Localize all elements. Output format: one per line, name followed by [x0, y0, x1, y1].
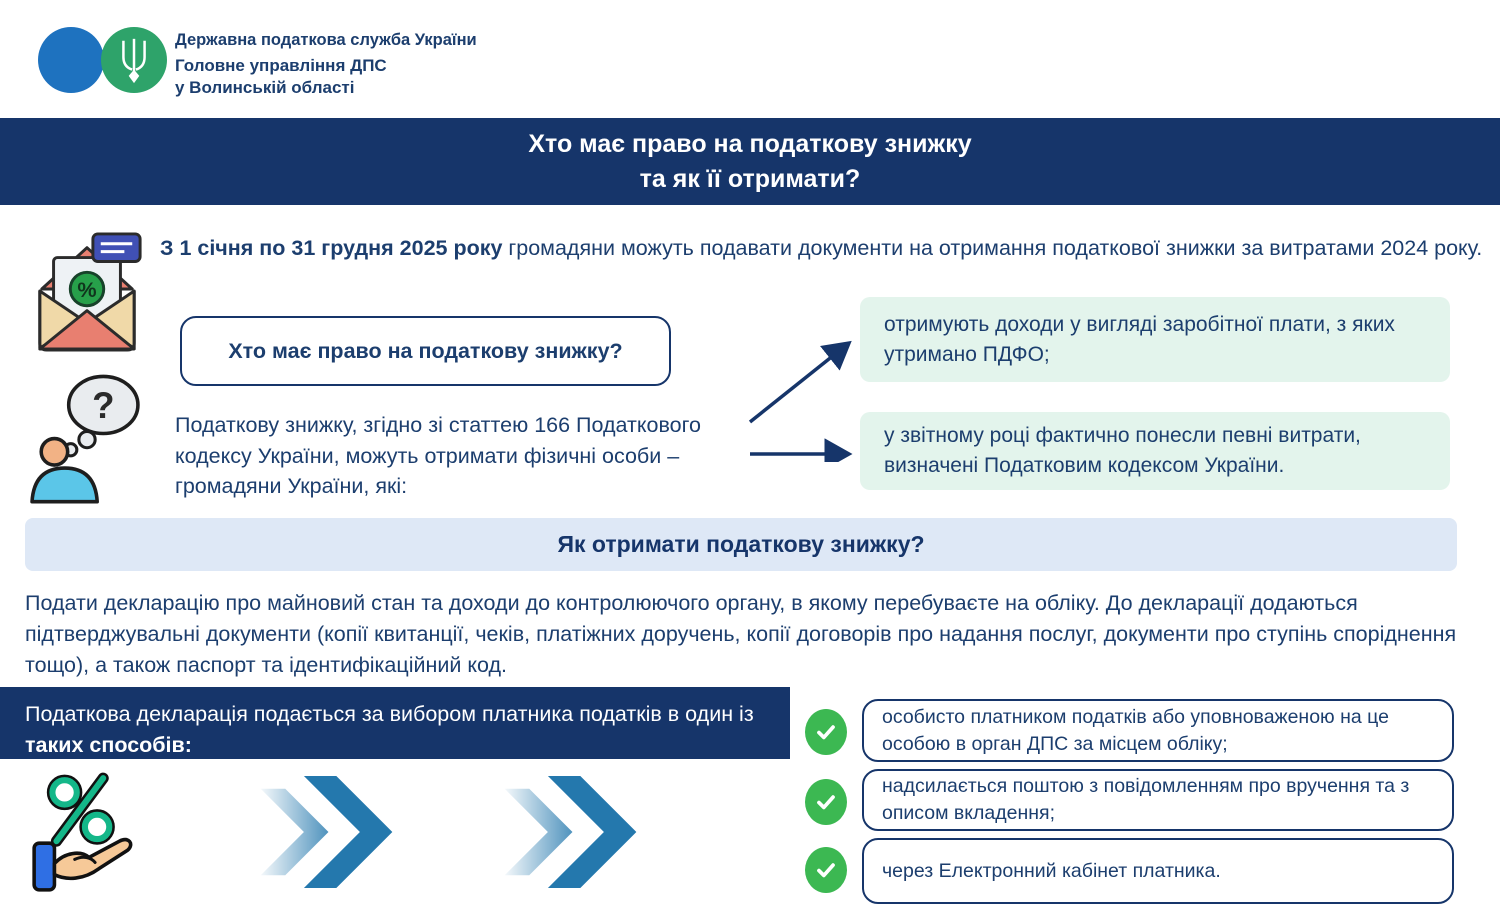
who-lead-paragraph: Податкову знижку, згідно зі статтею 166 Податкового кодексу України, можуть отримати фізичні особи – громадяни України, які: — [175, 413, 701, 499]
who-item-1 — [860, 297, 1450, 382]
who-item-2-text: у звітному році фактично понесли певні витрати, визначені Податковим кодексом України. — [884, 424, 1361, 477]
trident-icon — [115, 35, 153, 85]
logo-trident-icon — [101, 27, 167, 93]
page-title-line1: Хто має право на податкову знижку — [528, 130, 972, 158]
double-chevron-right-icon — [502, 776, 640, 893]
question-box: Хто має право на податкову знижку? — [180, 316, 671, 386]
page-title-line2: та як її отримати? — [639, 164, 861, 193]
intro-dates: З 1 січня по 31 грудня 2025 року — [160, 236, 503, 260]
who-item-1-text: отримують доходи у вигляді заробітної плати, з яких утримано ПДФО; — [884, 312, 1395, 366]
method-item-3 — [862, 838, 1454, 904]
title-banner — [0, 118, 1500, 205]
method-item-1 — [862, 699, 1454, 762]
how-description: Подати декларацію про майновий стан та доходи до контролюючого органу, в якому перебуваєте на обліку. До декларації додаються підтверджувальні документи (копії квитанції, чеків, платіжних доручень, копії договорів про надання послуг, документи про ступінь споріднення тощо), а також паспорт та ідентифікаційний код. — [25, 591, 1457, 678]
check-circle-icon — [805, 709, 847, 755]
method-item-3-text: через Електронний кабінет платника. — [882, 859, 1221, 882]
envelope-percent-icon — [28, 226, 146, 359]
method-item-1-text: особисто платником податків або уповноваженою на це особою в орган ДПС за місцем обліку; — [882, 705, 1389, 755]
check-circle-icon — [805, 779, 847, 825]
check-circle-icon — [805, 847, 847, 893]
submission-intro-box — [0, 687, 790, 759]
intro-paragraph — [160, 232, 1490, 264]
org-dept-line1: Головне управління ДПС — [175, 56, 387, 75]
org-department — [175, 55, 387, 100]
svg-text:?: ? — [92, 385, 115, 427]
org-name: Державна податкова служба України — [175, 31, 477, 49]
method-item-2-text: надсилається поштою з повідомленням про вручення та з описом вкладення; — [882, 775, 1410, 824]
how-banner: Як отримати податкову знижку? — [25, 518, 1457, 571]
svg-text:%: % — [77, 276, 97, 302]
connector-arrows-icon — [745, 332, 863, 467]
logo-blue-circle — [38, 27, 104, 93]
thinking-person-question-icon — [30, 366, 142, 509]
who-item-2 — [860, 412, 1450, 490]
submission-intro-bold: таких способів: — [25, 733, 192, 758]
intro-rest: громадяни можуть подавати документи на отримання податкової знижки за витратами 2024 року. — [502, 236, 1483, 260]
submission-intro-regular: Податкова декларація подається за вибором платника податків в один із — [25, 702, 754, 726]
double-chevron-right-icon — [258, 776, 396, 893]
org-dept-line2: у Волинській області — [175, 78, 355, 98]
hand-offering-percent-icon — [30, 766, 152, 903]
method-item-2 — [862, 769, 1454, 831]
